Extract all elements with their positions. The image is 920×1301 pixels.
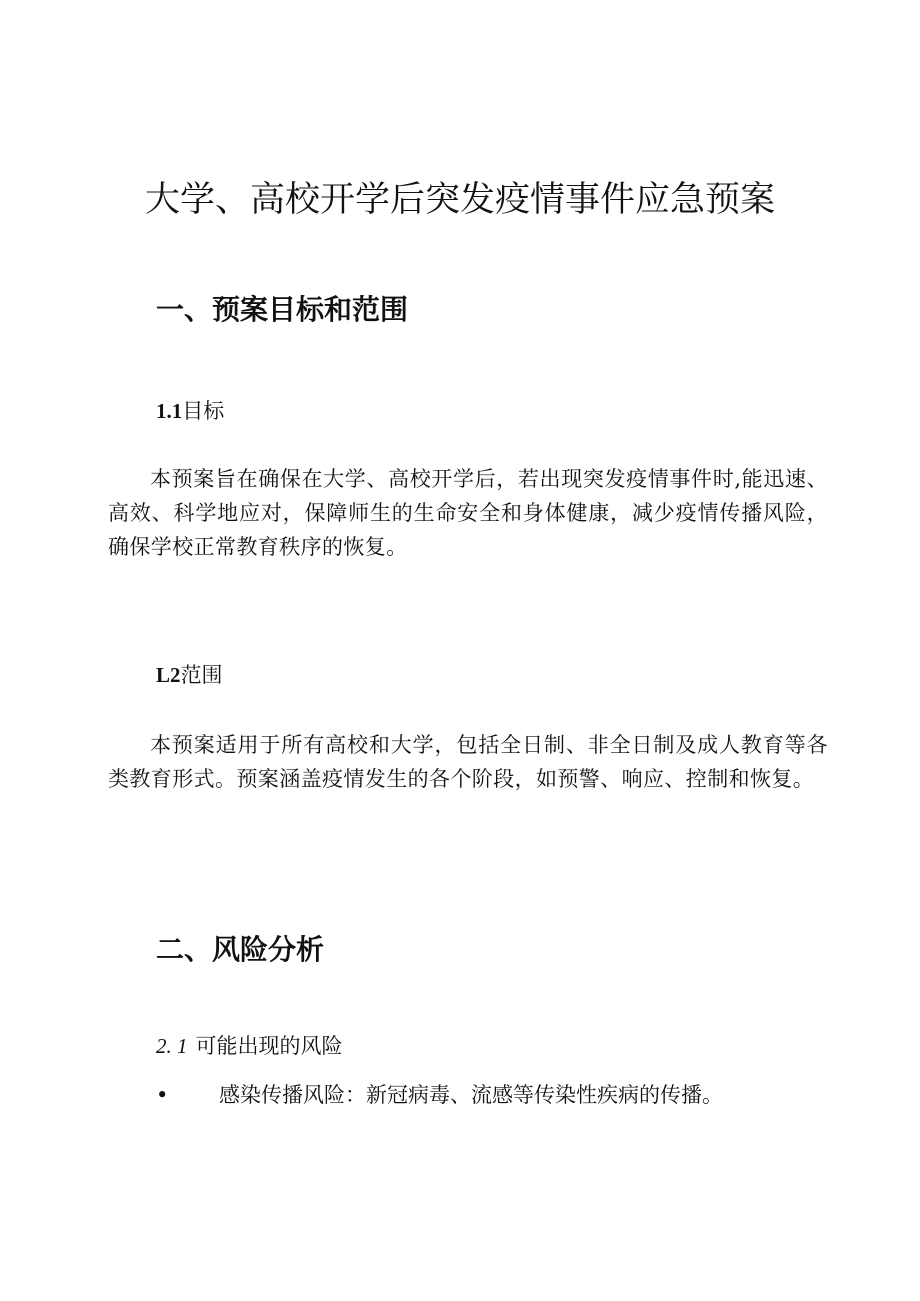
bullet-icon: • bbox=[156, 1083, 169, 1107]
subsection-1-1-body: 本预案旨在确保在大学、高校开学后，若出现突发疫情事件时,能迅速、高效、科学地应对，保障师生的生命安全和身体健康，减少疫情传播风险，确保学校正常教育秩序的恢复。 bbox=[108, 467, 828, 559]
subsection-1-1-heading bbox=[156, 397, 224, 425]
risk-list-item-text: 感染传播风险：新冠病毒、流感等传染性疾病的传播。 bbox=[219, 1083, 723, 1107]
subsection-1-2-number: L2 bbox=[156, 663, 181, 687]
risk-list-item bbox=[156, 1080, 796, 1110]
subsection-2-1-label: 可能出现的风险 bbox=[195, 1034, 343, 1058]
subsection-1-1-label: 目标 bbox=[182, 399, 225, 423]
subsection-2-1-heading bbox=[156, 1032, 343, 1060]
document-title: 大学、高校开学后突发疫情事件应急预案 bbox=[144, 180, 775, 220]
section-1-heading: 一、预案目标和范围 bbox=[156, 293, 409, 326]
subsection-1-2-body: 本预案适用于所有高校和大学，包括全日制、非全日制及成人教育等各类教育形式。预案涵盖疫情发生的各个阶段，如预警、响应、控制和恢复。 bbox=[108, 733, 828, 791]
subsection-1-1-number: 1.1 bbox=[156, 399, 183, 423]
subsection-2-1-number: 2. 1 bbox=[156, 1034, 188, 1058]
section-2-heading: 二、风险分析 bbox=[156, 933, 325, 966]
subsection-1-2-label: 范围 bbox=[180, 663, 223, 687]
subsection-1-2-heading bbox=[156, 661, 223, 689]
